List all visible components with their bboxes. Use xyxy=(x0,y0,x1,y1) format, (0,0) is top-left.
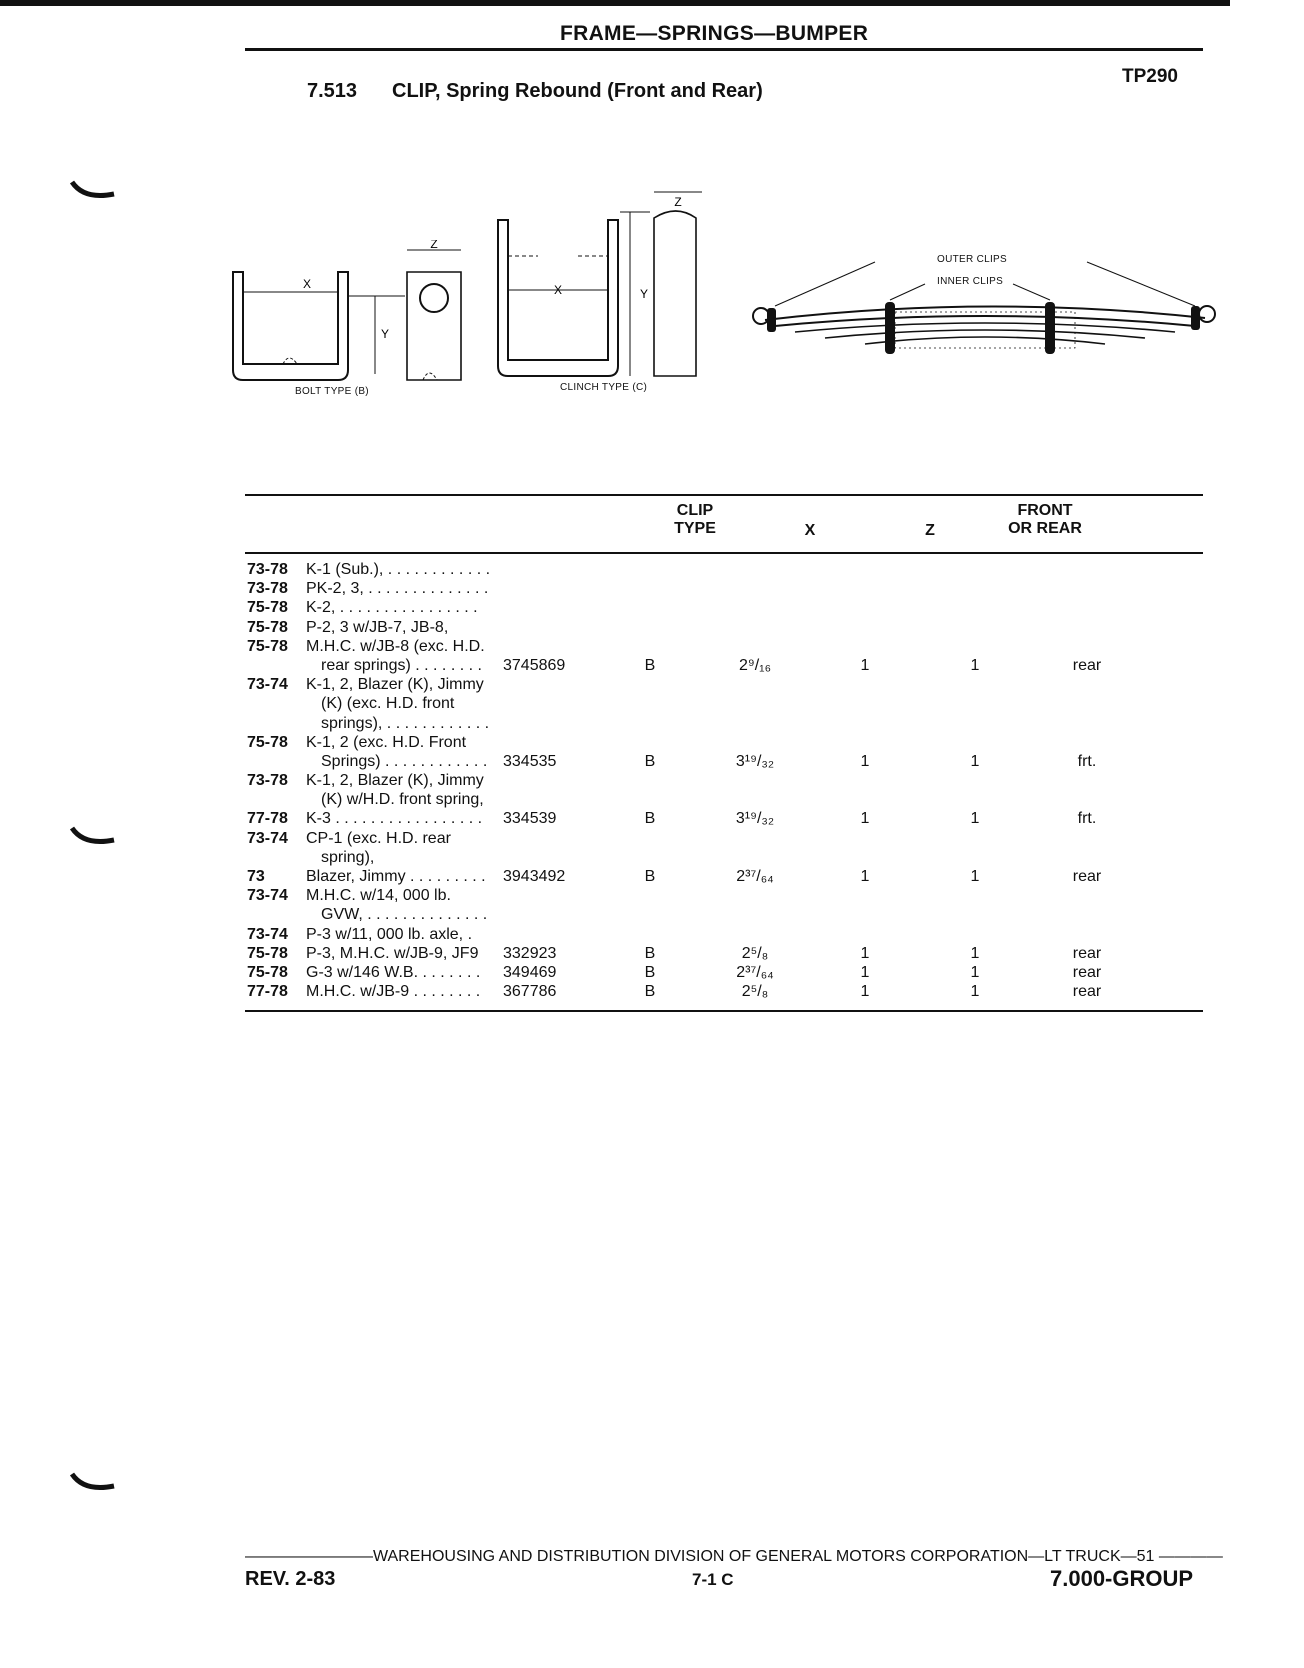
cell-x: 2⁹/₁₆ xyxy=(738,656,772,674)
col-header-front-line2: OR REAR xyxy=(1008,520,1082,537)
cell-front-or-rear: rear xyxy=(1072,983,1102,1001)
col-header-z: Z xyxy=(925,522,935,539)
cell-model: P-3, M.H.C. w/JB-9, JF9 xyxy=(306,944,479,962)
clinch-dim-y: Y xyxy=(640,287,649,301)
table-row xyxy=(245,694,1203,713)
leaf-spring-diagram xyxy=(745,250,1225,380)
page-number: 7-1 C xyxy=(692,1570,734,1589)
cell-qty: 1 xyxy=(970,752,980,770)
cell-part-number: 367786 xyxy=(503,983,557,1001)
cell-front-or-rear: rear xyxy=(1072,963,1102,981)
cell-part-number: 3745869 xyxy=(503,656,566,674)
cell-z: 1 xyxy=(860,810,870,828)
outer-clips-label: OUTER CLIPS xyxy=(934,254,1010,265)
cell-model: K-3 . . . . . . . . . . . . . . . . . xyxy=(306,810,483,828)
cell-year: 75-78 xyxy=(247,618,288,636)
cell-qty: 1 xyxy=(970,868,980,885)
cell-year: 75-78 xyxy=(247,963,288,981)
table-row xyxy=(245,656,1203,675)
cell-clip-type: B xyxy=(644,868,656,885)
cell-year: 73-74 xyxy=(247,676,288,694)
table-row xyxy=(245,733,1203,752)
clinch-dim-z: Z xyxy=(674,195,682,209)
table-row xyxy=(245,560,1203,579)
cell-model: PK-2, 3, . . . . . . . . . . . . . . xyxy=(306,580,489,598)
clinch-type-label: CLINCH TYPE (C) xyxy=(560,382,648,393)
table-row xyxy=(245,963,1203,982)
cell-part-number: 3943492 xyxy=(503,868,566,885)
cell-model: P-2, 3 w/JB-7, JB-8, xyxy=(306,618,449,636)
cell-z: 1 xyxy=(860,752,870,770)
col-header-front-line1: FRONT xyxy=(1017,502,1073,519)
cell-model: G-3 w/146 W.B. . . . . . . . xyxy=(306,963,481,981)
margin-mark xyxy=(70,826,116,848)
table-row xyxy=(245,886,1203,905)
cell-part-number: 334535 xyxy=(503,752,557,770)
cell-clip-type: B xyxy=(644,944,656,962)
cell-z: 1 xyxy=(860,868,870,885)
item-number: 7.513 xyxy=(307,80,358,102)
table-row xyxy=(245,771,1203,790)
revision: REV. 2-83 xyxy=(245,1568,336,1590)
ref-code: TP290 xyxy=(1122,66,1178,87)
cell-qty: 1 xyxy=(970,810,980,828)
cell-z: 1 xyxy=(860,656,870,674)
cell-year: 75-78 xyxy=(247,637,288,655)
bolt-type-label: BOLT TYPE (B) xyxy=(295,386,369,397)
cell-x: 2⁵/₈ xyxy=(741,983,769,1001)
cell-year: 75-78 xyxy=(247,599,288,617)
table-row xyxy=(245,618,1203,637)
cell-front-or-rear: rear xyxy=(1072,944,1102,962)
cell-qty: 1 xyxy=(970,963,980,981)
table-header-rule xyxy=(245,552,1203,554)
bolt-dim-y: Y xyxy=(381,327,390,341)
group-number: 7.000-GROUP xyxy=(1050,1566,1194,1591)
top-border xyxy=(0,0,1230,6)
clinch-dim-x: X xyxy=(553,283,563,297)
cell-year: 73-74 xyxy=(247,829,288,847)
cell-qty: 1 xyxy=(970,656,980,674)
table-top-rule xyxy=(245,494,1203,496)
table-row xyxy=(245,829,1203,848)
cell-model: Springs) . . . . . . . . . . . . xyxy=(321,752,488,770)
cell-clip-type: B xyxy=(644,656,656,674)
cell-year: 75-78 xyxy=(247,733,288,751)
table-row xyxy=(245,598,1203,617)
item-name: CLIP, Spring Rebound (Front and Rear) xyxy=(392,80,763,102)
clinch-type-clip-diagram xyxy=(490,190,730,390)
cell-model: spring), xyxy=(321,848,375,866)
cell-qty: 1 xyxy=(970,944,980,962)
cell-z: 1 xyxy=(860,944,870,962)
cell-part-number: 349469 xyxy=(503,963,557,981)
cell-part-number: 332923 xyxy=(503,944,557,962)
col-header-front-or-rear xyxy=(1000,502,1090,538)
table-row xyxy=(245,982,1203,1001)
cell-year: 73-74 xyxy=(247,887,288,905)
col-header-x: X xyxy=(804,522,816,539)
table-row xyxy=(245,637,1203,656)
col-header-clip-line2: TYPE xyxy=(674,520,716,537)
cell-model: CP-1 (exc. H.D. rear xyxy=(306,829,451,847)
cell-year: 73-78 xyxy=(247,772,288,790)
cell-year: 77-78 xyxy=(247,983,288,1001)
cell-x: 2³⁷/₆₄ xyxy=(736,868,774,885)
margin-mark xyxy=(70,1472,116,1494)
header-rule xyxy=(245,48,1203,51)
cell-part-number: 334539 xyxy=(503,810,557,828)
table-row xyxy=(245,848,1203,867)
cell-model: P-3 w/11, 000 lb. axle, . xyxy=(306,925,473,943)
table-row xyxy=(245,675,1203,694)
cell-model: (K) w/H.D. front spring, xyxy=(321,791,484,809)
cell-front-or-rear: frt. xyxy=(1077,810,1097,828)
cell-clip-type: B xyxy=(644,810,656,828)
footer-division-line: ————————WAREHOUSING AND DISTRIBUTION DIVISION OF GENERAL MOTORS CORPORATION—LT TRUCK—51 ———— xyxy=(245,1548,1223,1565)
cell-x: 2⁵/₈ xyxy=(741,944,769,962)
cell-model: springs), . . . . . . . . . . . . xyxy=(321,714,490,732)
cell-z: 1 xyxy=(860,963,870,981)
footer-text: WAREHOUSING AND DISTRIBUTION DIVISION OF GENERAL MOTORS CORPORATION—LT TRUCK—51 xyxy=(373,1548,1155,1565)
table-row xyxy=(245,790,1203,809)
section-title: FRAME—SPRINGS—BUMPER xyxy=(560,22,869,45)
cell-model: K-1, 2 (exc. H.D. Front xyxy=(306,733,467,751)
table-row xyxy=(245,905,1203,924)
cell-year: 75-78 xyxy=(247,944,288,962)
cell-clip-type: B xyxy=(644,983,656,1001)
cell-model: K-1, 2, Blazer (K), Jimmy xyxy=(306,676,484,694)
parts-table-body xyxy=(245,560,1203,1001)
cell-clip-type: B xyxy=(644,963,656,981)
bolt-dim-x: X xyxy=(302,277,312,291)
cell-x: 2³⁷/₆₄ xyxy=(736,963,774,981)
cell-model: (K) (exc. H.D. front xyxy=(321,695,455,713)
cell-model: GVW, . . . . . . . . . . . . . . xyxy=(321,906,488,924)
table-row xyxy=(245,867,1203,886)
cell-front-or-rear: rear xyxy=(1072,656,1102,674)
table-row xyxy=(245,752,1203,771)
cell-model: rear springs) . . . . . . . . xyxy=(321,656,482,674)
cell-x: 3¹⁹/₃₂ xyxy=(735,752,775,770)
cell-model: K-2, . . . . . . . . . . . . . . . . xyxy=(306,599,478,617)
col-header-clip-line1: CLIP xyxy=(676,502,714,519)
table-row xyxy=(245,944,1203,963)
bolt-dim-z: Z xyxy=(430,240,438,251)
cell-clip-type: B xyxy=(644,752,656,770)
margin-mark xyxy=(70,180,116,202)
table-row xyxy=(245,579,1203,598)
cell-model: K-1, 2, Blazer (K), Jimmy xyxy=(306,772,484,790)
cell-x: 3¹⁹/₃₂ xyxy=(735,810,775,828)
cell-model: M.H.C. w/JB-9 . . . . . . . . xyxy=(306,983,481,1001)
cell-year: 73 xyxy=(247,868,265,885)
table-bottom-rule xyxy=(245,1010,1203,1012)
cell-model: M.H.C. w/14, 000 lb. xyxy=(306,887,451,905)
cell-year: 77-78 xyxy=(247,810,288,828)
table-row xyxy=(245,925,1203,944)
cell-model: Blazer, Jimmy . . . . . . . . . xyxy=(306,868,486,885)
cell-front-or-rear: rear xyxy=(1072,868,1102,885)
cell-year: 73-78 xyxy=(247,561,288,578)
col-header-clip-type xyxy=(660,502,730,538)
cell-z: 1 xyxy=(860,983,870,1001)
cell-model: M.H.C. w/JB-8 (exc. H.D. xyxy=(306,637,485,655)
bolt-type-clip-diagram xyxy=(225,240,475,400)
table-row xyxy=(245,714,1203,733)
cell-qty: 1 xyxy=(970,983,980,1001)
cell-year: 73-74 xyxy=(247,925,288,943)
cell-year: 73-78 xyxy=(247,580,288,598)
table-row xyxy=(245,809,1203,828)
cell-front-or-rear: frt. xyxy=(1077,752,1097,770)
inner-clips-label: INNER CLIPS xyxy=(934,276,1006,287)
cell-model: K-1 (Sub.), . . . . . . . . . . . . xyxy=(306,561,491,578)
